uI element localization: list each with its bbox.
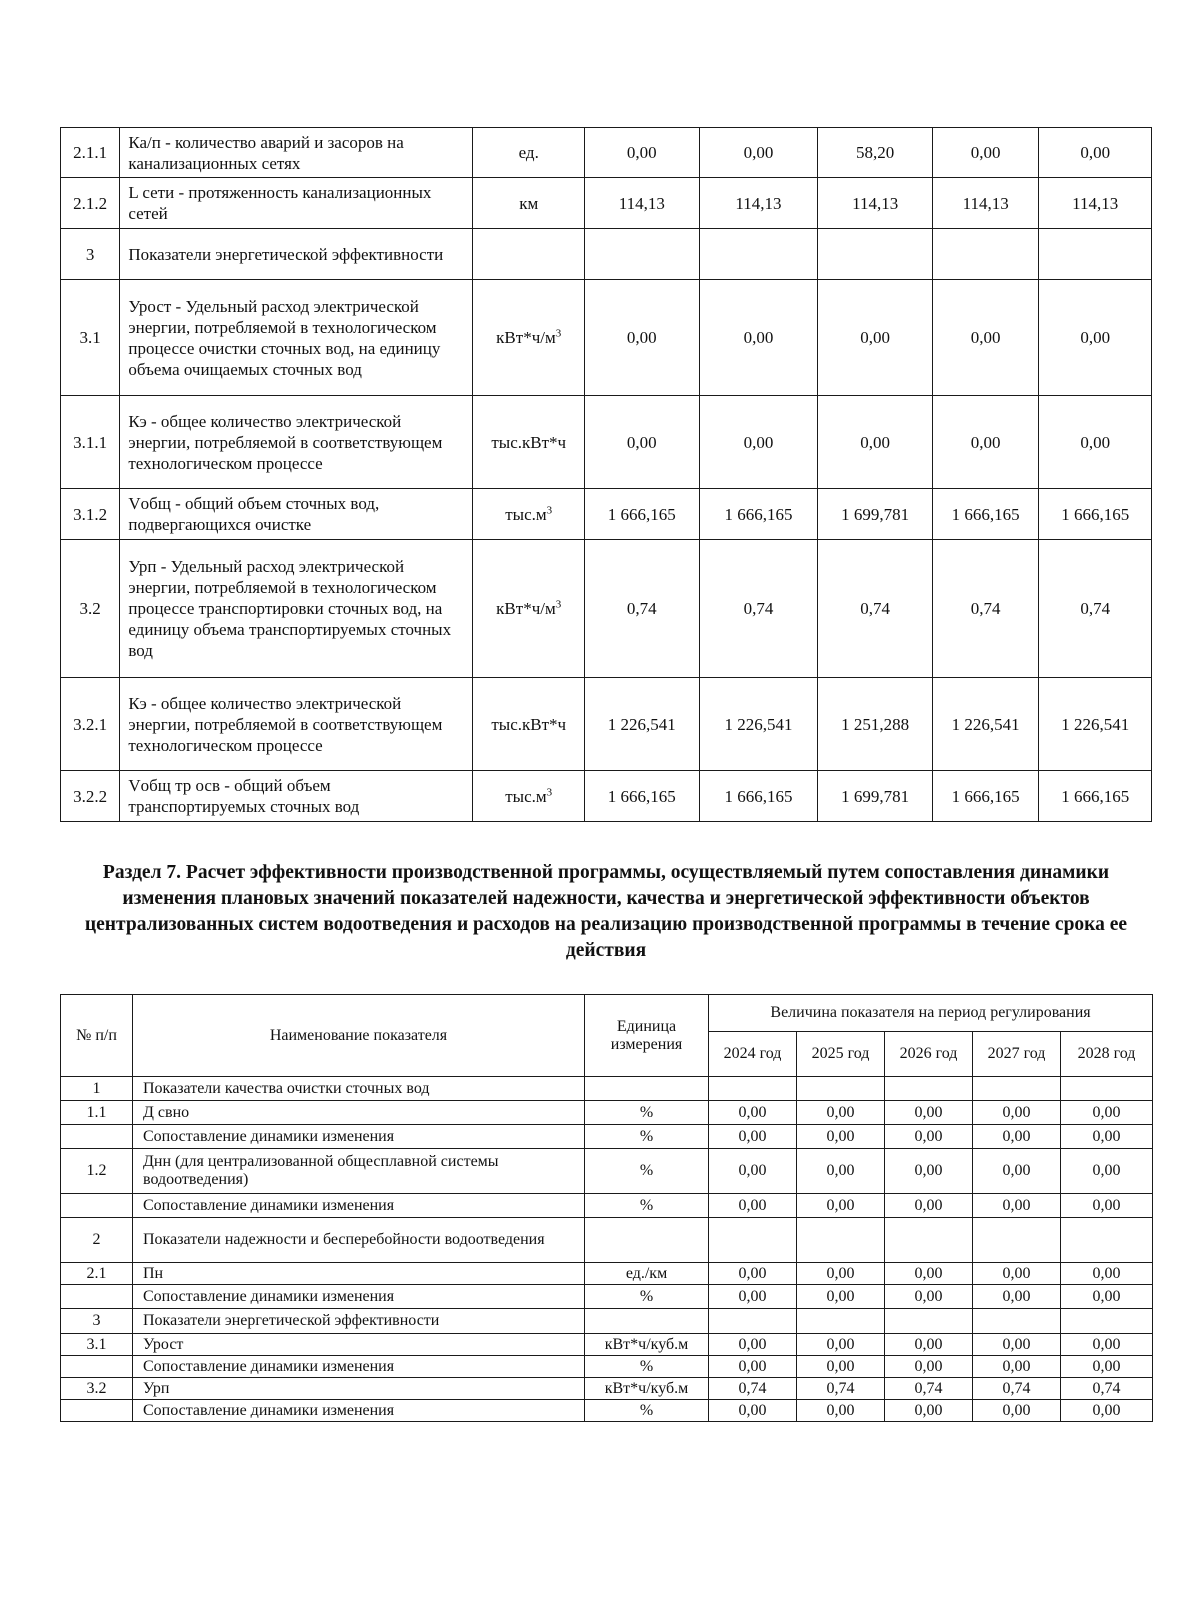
value-cell: 0,00	[1061, 1101, 1153, 1125]
value-cell: 1 666,165	[584, 489, 699, 540]
value-cell: 0,00	[932, 280, 1038, 396]
row-number: 2	[61, 1218, 133, 1263]
table-row	[61, 178, 1152, 229]
value-cell: 0,00	[818, 396, 933, 489]
table-row	[61, 1356, 1153, 1378]
value-cell	[797, 1077, 885, 1101]
unit-text: тыс.м	[505, 786, 547, 806]
row-number: 1.2	[61, 1149, 133, 1194]
value-cell: 0,00	[709, 1101, 797, 1125]
table-row	[61, 1263, 1153, 1285]
value-cell: 0,00	[797, 1263, 885, 1285]
value-cell: 114,13	[584, 178, 699, 229]
value-cell: 1 251,288	[818, 678, 933, 771]
table-header	[61, 995, 1153, 1077]
value-cell: 0,00	[797, 1194, 885, 1218]
value-cell: 0,00	[709, 1285, 797, 1309]
value-cell	[885, 1218, 973, 1263]
value-cell: 0,00	[973, 1194, 1061, 1218]
unit	[473, 280, 585, 396]
value-cell	[973, 1309, 1061, 1334]
value-cell: 0,00	[709, 1334, 797, 1356]
header-year: 2024 год	[709, 1032, 797, 1077]
value-cell: 1 666,165	[932, 489, 1038, 540]
row-number	[61, 1125, 133, 1149]
unit-superscript: 3	[546, 785, 553, 798]
value-cell: 0,00	[973, 1125, 1061, 1149]
indicators-table-continued	[60, 127, 1152, 822]
table-row	[61, 489, 1152, 540]
indicator-name: Урп	[133, 1378, 585, 1400]
table-row	[61, 1194, 1153, 1218]
value-cell	[1061, 1077, 1153, 1101]
value-cell: 0,00	[973, 1400, 1061, 1422]
unit: кВт*ч/куб.м	[585, 1334, 709, 1356]
header-period: Величина показателя на период регулирования	[709, 995, 1153, 1032]
header-num: № п/п	[61, 995, 133, 1077]
value-cell: 0,00	[818, 280, 933, 396]
indicator-name: Пн	[133, 1263, 585, 1285]
value-cell: 0,00	[885, 1356, 973, 1378]
value-cell: 0,74	[1039, 540, 1152, 678]
value-cell: 0,00	[797, 1101, 885, 1125]
value-cell	[973, 1077, 1061, 1101]
indicator-name: Показатели надежности и бесперебойности водоотведения	[133, 1218, 585, 1263]
unit: %	[585, 1149, 709, 1194]
value-cell	[709, 1077, 797, 1101]
indicator-name: Д свно	[133, 1101, 585, 1125]
value-cell: 0,00	[709, 1125, 797, 1149]
table-row	[61, 1334, 1153, 1356]
value-cell: 1 226,541	[699, 678, 818, 771]
indicator-name: Сопоставление динамики изменения	[133, 1125, 585, 1149]
value-cell: 0,00	[885, 1101, 973, 1125]
value-cell: 0,74	[885, 1378, 973, 1400]
value-cell: 0,00	[699, 280, 818, 396]
value-cell: 0,00	[932, 128, 1038, 178]
value-cell	[932, 229, 1038, 280]
unit-text: кВт*ч/м	[496, 599, 556, 618]
unit	[473, 229, 585, 280]
value-cell: 0,00	[709, 1400, 797, 1422]
table-row	[61, 1149, 1153, 1194]
table-row	[61, 396, 1152, 489]
value-cell: 0,00	[973, 1285, 1061, 1309]
value-cell	[1061, 1309, 1153, 1334]
indicator-name: Показатели энергетической эффективности	[133, 1309, 585, 1334]
value-cell: 1 666,165	[584, 771, 699, 822]
unit	[473, 178, 585, 229]
value-cell: 0,74	[699, 540, 818, 678]
indicator-name: Сопоставление динамики изменения	[133, 1194, 585, 1218]
value-cell: 0,00	[1061, 1194, 1153, 1218]
header-year: 2028 год	[1061, 1032, 1153, 1077]
indicator-name: Днн (для централизованной общесплавной системы водоотведения)	[133, 1149, 585, 1194]
row-number: 3.2.1	[61, 678, 120, 771]
value-cell: 0,00	[885, 1334, 973, 1356]
value-cell	[818, 229, 933, 280]
value-cell	[797, 1218, 885, 1263]
value-cell	[1061, 1218, 1153, 1263]
unit-superscript: 3	[555, 598, 562, 611]
unit: %	[585, 1101, 709, 1125]
value-cell: 1 666,165	[1039, 489, 1152, 540]
unit-text: км	[519, 193, 539, 213]
top-table-body	[61, 128, 1152, 822]
unit-text: тыс.м	[505, 504, 547, 524]
unit: %	[585, 1356, 709, 1378]
unit	[473, 540, 585, 678]
header-unit: Единица измерения	[585, 995, 709, 1077]
unit: %	[585, 1125, 709, 1149]
table-row	[61, 128, 1152, 178]
value-cell	[885, 1309, 973, 1334]
table-row	[61, 280, 1152, 396]
value-cell: 0,00	[797, 1125, 885, 1149]
value-cell: 0,74	[797, 1378, 885, 1400]
unit: ед./км	[585, 1263, 709, 1285]
header-row	[61, 995, 1153, 1032]
table-row	[61, 1125, 1153, 1149]
value-cell: 1 226,541	[1039, 678, 1152, 771]
value-cell: 0,00	[709, 1356, 797, 1378]
row-number: 3	[61, 229, 120, 280]
indicator-name: Урост - Удельный расход электрической энергии, потребляемой в технологическом процессе очистки сточных вод, на единицу объема очищаемых сточных вод	[120, 280, 473, 396]
value-cell: 0,00	[1039, 280, 1152, 396]
value-cell	[584, 229, 699, 280]
header-year: 2026 год	[885, 1032, 973, 1077]
value-cell: 0,74	[932, 540, 1038, 678]
unit	[473, 128, 585, 178]
value-cell: 0,00	[1039, 396, 1152, 489]
indicator-name: Показатели энергетической эффективности	[120, 229, 473, 280]
bottom-table-body	[61, 1077, 1153, 1422]
value-cell: 0,00	[1061, 1334, 1153, 1356]
table-row	[61, 1218, 1153, 1263]
value-cell: 0,00	[699, 128, 818, 178]
unit: %	[585, 1285, 709, 1309]
header-name: Наименование показателя	[133, 995, 585, 1077]
row-number	[61, 1285, 133, 1309]
value-cell: 0,00	[1061, 1125, 1153, 1149]
indicator-name: Сопоставление динамики изменения	[133, 1400, 585, 1422]
value-cell: 0,00	[885, 1285, 973, 1309]
indicator-name: L сети - протяженность канализационных сетей	[120, 178, 473, 229]
unit-superscript: 3	[555, 327, 562, 340]
table-row	[61, 1285, 1153, 1309]
value-cell: 0,74	[818, 540, 933, 678]
indicator-name: Vобщ - общий объем сточных вод, подвергающихся очистке	[120, 489, 473, 540]
unit-text: кВт*ч/м	[496, 328, 556, 347]
unit	[473, 771, 585, 822]
section-7-heading: Раздел 7. Расчет эффективности производственной программы, осуществляемый путем сопоставления динамики изменения плановых значений показателей надежности, качества и энергетической эффективности объектов централизованных систем водоотведения и расходов на реализацию производственной программы в течение срока ее действия	[84, 862, 1128, 961]
value-cell: 1 699,781	[818, 489, 933, 540]
indicator-name: Ка/п - количество аварий и засоров на канализационных сетях	[120, 128, 473, 178]
value-cell: 0,00	[584, 128, 699, 178]
value-cell: 0,00	[885, 1194, 973, 1218]
unit	[585, 1077, 709, 1101]
value-cell: 0,00	[885, 1149, 973, 1194]
value-cell: 114,13	[818, 178, 933, 229]
row-number: 3.1	[61, 280, 120, 396]
indicator-name: Урост	[133, 1334, 585, 1356]
row-number: 2.1.1	[61, 128, 120, 178]
value-cell: 0,00	[797, 1285, 885, 1309]
value-cell: 0,00	[1061, 1285, 1153, 1309]
indicator-name: Урп - Удельный расход электрической энергии, потребляемой в технологическом процессе транспортировки сточных вод, на единицу объема транспортируемых сточных вод	[120, 540, 473, 678]
value-cell: 0,00	[709, 1194, 797, 1218]
value-cell: 0,74	[1061, 1378, 1153, 1400]
unit-superscript: 3	[546, 503, 553, 516]
table-row	[61, 1101, 1153, 1125]
table-row	[61, 771, 1152, 822]
unit-text: тыс.кВт*ч	[491, 714, 567, 734]
value-cell: 0,00	[973, 1101, 1061, 1125]
unit	[585, 1309, 709, 1334]
table-row	[61, 1378, 1153, 1400]
value-cell: 0,00	[1061, 1356, 1153, 1378]
row-number: 2.1.2	[61, 178, 120, 229]
table-row	[61, 678, 1152, 771]
row-number: 1.1	[61, 1101, 133, 1125]
value-cell: 0,00	[1039, 128, 1152, 178]
efficiency-comparison-table	[60, 994, 1153, 1422]
value-cell: 0,00	[709, 1263, 797, 1285]
unit	[585, 1218, 709, 1263]
indicator-name: Сопоставление динамики изменения	[133, 1356, 585, 1378]
value-cell: 1 666,165	[699, 489, 818, 540]
value-cell: 0,00	[699, 396, 818, 489]
unit	[473, 396, 585, 489]
value-cell: 0,00	[885, 1263, 973, 1285]
row-number: 3.2	[61, 1378, 133, 1400]
indicator-name: Показатели качества очистки сточных вод	[133, 1077, 585, 1101]
value-cell: 1 226,541	[584, 678, 699, 771]
value-cell	[1039, 229, 1152, 280]
row-number: 3.2	[61, 540, 120, 678]
value-cell: 0,00	[709, 1149, 797, 1194]
indicator-name: Vобщ тр осв - общий объем транспортируемых сточных вод	[120, 771, 473, 822]
value-cell: 0,00	[973, 1149, 1061, 1194]
value-cell: 0,00	[885, 1125, 973, 1149]
value-cell: 1 666,165	[699, 771, 818, 822]
value-cell: 0,00	[973, 1356, 1061, 1378]
indicator-name: Сопоставление динамики изменения	[133, 1285, 585, 1309]
indicator-name: Кэ - общее количество электрической энергии, потребляемой в соответствующем технологическом процессе	[120, 396, 473, 489]
row-number: 3.1	[61, 1334, 133, 1356]
value-cell: 0,00	[797, 1334, 885, 1356]
table-row	[61, 1077, 1153, 1101]
value-cell: 0,00	[932, 396, 1038, 489]
unit-text: ед.	[518, 143, 539, 162]
unit	[473, 489, 585, 540]
value-cell	[699, 229, 818, 280]
value-cell: 0,00	[973, 1263, 1061, 1285]
unit: %	[585, 1194, 709, 1218]
unit: %	[585, 1400, 709, 1422]
value-cell: 58,20	[818, 128, 933, 178]
value-cell: 0,74	[584, 540, 699, 678]
row-number	[61, 1400, 133, 1422]
header-year: 2027 год	[973, 1032, 1061, 1077]
unit: кВт*ч/куб.м	[585, 1378, 709, 1400]
value-cell: 0,00	[973, 1334, 1061, 1356]
value-cell: 114,13	[1039, 178, 1152, 229]
row-number: 3.1.2	[61, 489, 120, 540]
table-row	[61, 1309, 1153, 1334]
value-cell: 0,00	[797, 1356, 885, 1378]
row-number	[61, 1194, 133, 1218]
row-number	[61, 1356, 133, 1378]
value-cell	[709, 1218, 797, 1263]
value-cell: 0,74	[973, 1378, 1061, 1400]
value-cell: 114,13	[699, 178, 818, 229]
row-number: 3.1.1	[61, 396, 120, 489]
value-cell: 1 699,781	[818, 771, 933, 822]
value-cell	[709, 1309, 797, 1334]
value-cell: 0,00	[1061, 1149, 1153, 1194]
row-number: 3.2.2	[61, 771, 120, 822]
indicator-name: Кэ - общее количество электрической энергии, потребляемой в соответствующем технологическом процессе	[120, 678, 473, 771]
row-number: 2.1	[61, 1263, 133, 1285]
value-cell: 0,00	[1061, 1400, 1153, 1422]
row-number: 1	[61, 1077, 133, 1101]
value-cell: 0,74	[709, 1378, 797, 1400]
value-cell	[797, 1309, 885, 1334]
unit-text: тыс.кВт*ч	[491, 432, 567, 452]
value-cell: 0,00	[1061, 1263, 1153, 1285]
value-cell: 0,00	[797, 1149, 885, 1194]
value-cell	[973, 1218, 1061, 1263]
value-cell: 0,00	[885, 1400, 973, 1422]
value-cell: 114,13	[932, 178, 1038, 229]
row-number: 3	[61, 1309, 133, 1334]
header-year: 2025 год	[797, 1032, 885, 1077]
table-row	[61, 540, 1152, 678]
value-cell: 1 226,541	[932, 678, 1038, 771]
table-row	[61, 229, 1152, 280]
value-cell: 0,00	[584, 396, 699, 489]
table-row	[61, 1400, 1153, 1422]
value-cell: 1 666,165	[1039, 771, 1152, 822]
unit	[473, 678, 585, 771]
value-cell	[885, 1077, 973, 1101]
value-cell: 0,00	[584, 280, 699, 396]
value-cell: 1 666,165	[932, 771, 1038, 822]
value-cell: 0,00	[797, 1400, 885, 1422]
